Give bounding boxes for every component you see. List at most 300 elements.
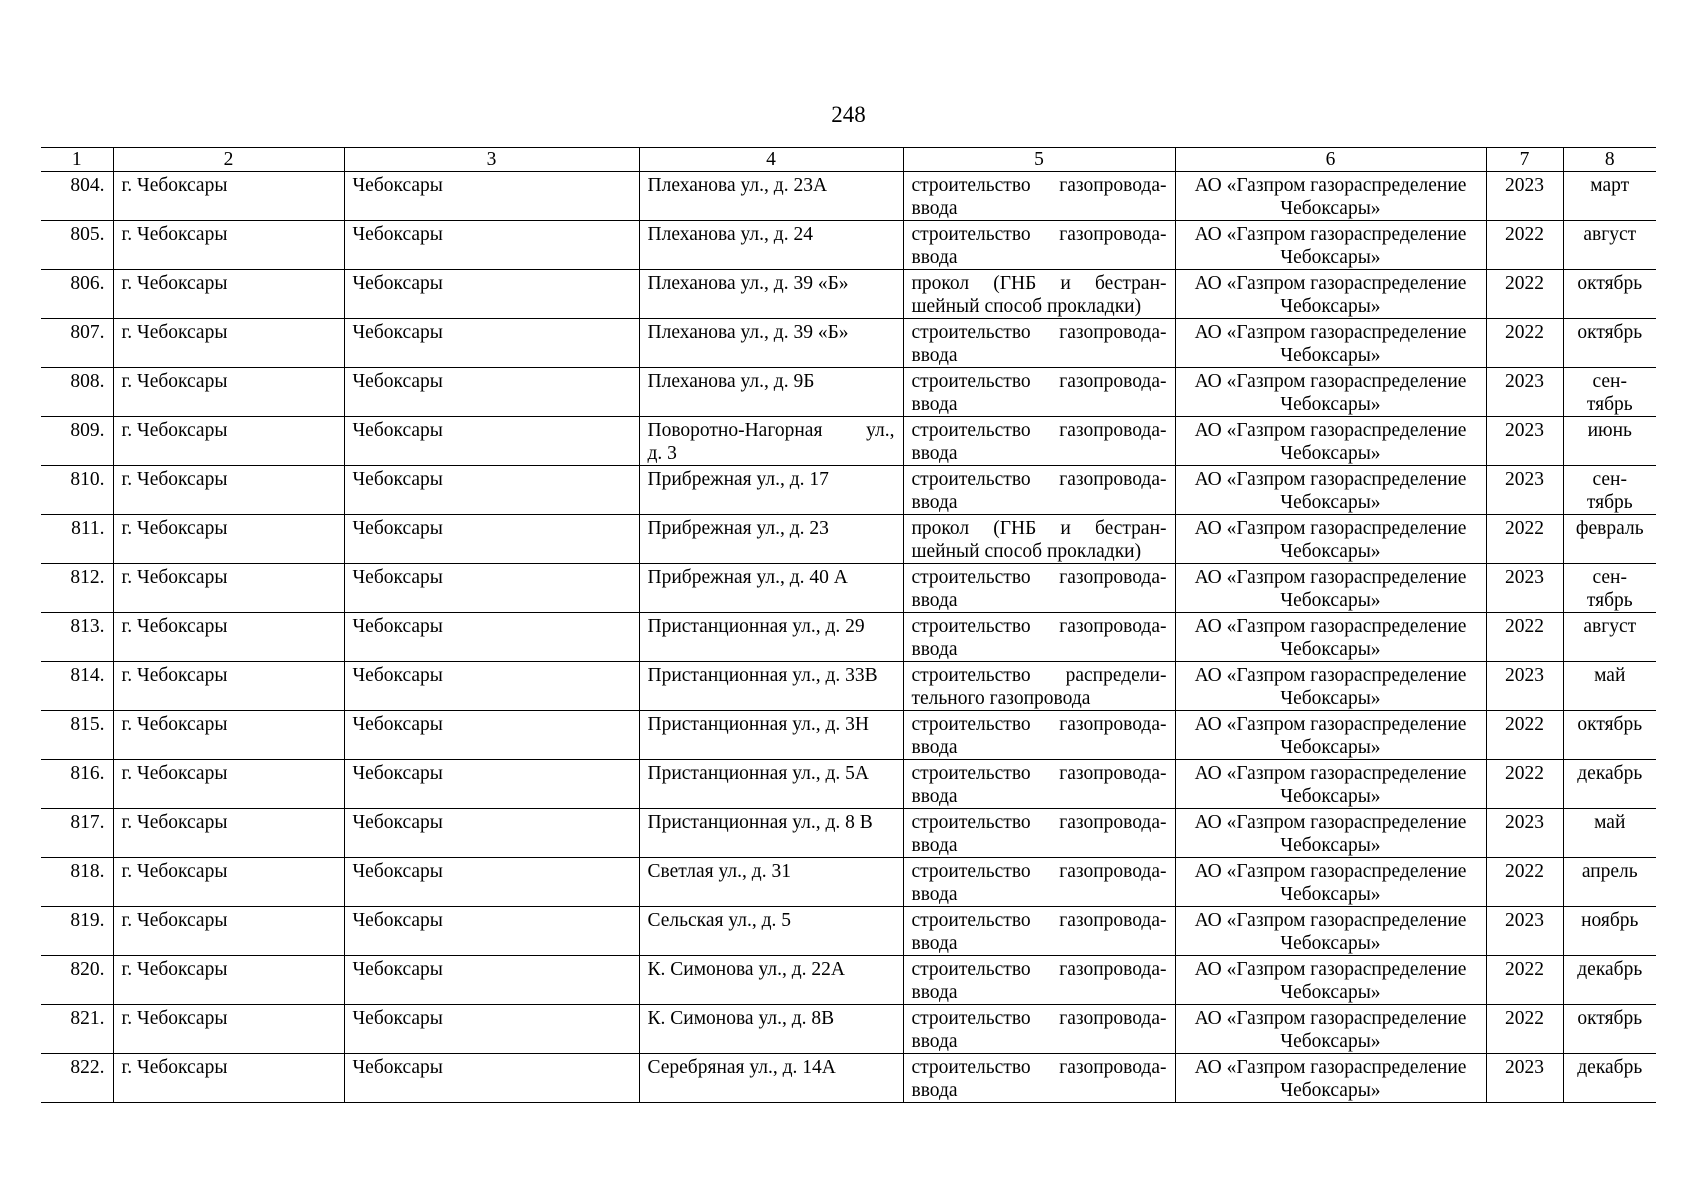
row-number: 810. bbox=[41, 466, 113, 515]
organization-cell bbox=[1175, 956, 1486, 1005]
organization-cell-line: Чебоксары» bbox=[1280, 884, 1381, 905]
address-cell-line: Пристанционная ул., д. 29 bbox=[647, 616, 865, 637]
organization-cell bbox=[1175, 221, 1486, 270]
month-cell bbox=[1563, 466, 1656, 515]
work-type-cell-line: ввода bbox=[911, 198, 958, 219]
page-number: 248 bbox=[831, 102, 866, 127]
month-cell-line: сен- bbox=[1592, 567, 1627, 588]
address-cell bbox=[639, 711, 903, 760]
year-cell: 2023 bbox=[1486, 1054, 1563, 1103]
work-type-cell bbox=[903, 466, 1175, 515]
organization-cell-line: Чебоксары» bbox=[1280, 590, 1381, 611]
work-type-cell bbox=[903, 417, 1175, 466]
city-cell: г. Чебоксары bbox=[113, 1054, 344, 1103]
work-type-cell-line: строительство газопровода- bbox=[911, 763, 1167, 784]
work-type-cell-line: ввода bbox=[911, 247, 958, 268]
month-cell-line: сен- bbox=[1592, 469, 1627, 490]
table-row bbox=[41, 858, 1656, 907]
address-cell-line: Пристанционная ул., д. 8 В bbox=[647, 812, 873, 833]
district-cell: Чебоксары bbox=[344, 1005, 639, 1054]
work-type-cell bbox=[903, 172, 1175, 221]
work-type-cell bbox=[903, 1054, 1175, 1103]
city-cell: г. Чебоксары bbox=[113, 417, 344, 466]
address-cell bbox=[639, 368, 903, 417]
address-cell bbox=[639, 564, 903, 613]
month-cell-line: декабрь bbox=[1577, 763, 1643, 784]
column-number: 6 bbox=[1175, 148, 1486, 172]
row-number: 813. bbox=[41, 613, 113, 662]
month-cell bbox=[1563, 613, 1656, 662]
work-type-cell bbox=[903, 515, 1175, 564]
organization-cell-line: Чебоксары» bbox=[1280, 835, 1381, 856]
address-cell bbox=[639, 1054, 903, 1103]
address-cell-line: Прибрежная ул., д. 23 bbox=[647, 518, 829, 539]
table-row bbox=[41, 466, 1656, 515]
address-cell-line: Сельская ул., д. 5 bbox=[647, 910, 792, 931]
row-number: 806. bbox=[41, 270, 113, 319]
district-cell: Чебоксары bbox=[344, 1054, 639, 1103]
month-cell-line: март bbox=[1590, 175, 1630, 196]
address-cell bbox=[639, 1005, 903, 1054]
year-cell: 2023 bbox=[1486, 466, 1563, 515]
row-number: 817. bbox=[41, 809, 113, 858]
month-cell-line: тябрь bbox=[1586, 590, 1633, 611]
organization-cell-line: АО «Газпром газораспределение bbox=[1194, 812, 1467, 833]
table-row bbox=[41, 319, 1656, 368]
year-cell: 2023 bbox=[1486, 417, 1563, 466]
city-cell: г. Чебоксары bbox=[113, 466, 344, 515]
district-cell: Чебоксары bbox=[344, 368, 639, 417]
row-number: 811. bbox=[41, 515, 113, 564]
month-cell-line: тябрь bbox=[1586, 394, 1633, 415]
row-number: 819. bbox=[41, 907, 113, 956]
work-type-cell-line: прокол (ГНБ и бестран- bbox=[911, 518, 1167, 539]
row-number: 820. bbox=[41, 956, 113, 1005]
table-row bbox=[41, 368, 1656, 417]
city-cell: г. Чебоксары bbox=[113, 319, 344, 368]
work-type-cell-line: тельного газопровода bbox=[911, 688, 1091, 709]
city-cell: г. Чебоксары bbox=[113, 221, 344, 270]
address-cell-line: Плеханова ул., д. 9Б bbox=[647, 371, 815, 392]
district-cell: Чебоксары bbox=[344, 956, 639, 1005]
work-type-cell-line: ввода bbox=[911, 737, 958, 758]
year-cell: 2023 bbox=[1486, 662, 1563, 711]
work-type-cell-line: строительство газопровода- bbox=[911, 910, 1167, 931]
row-number: 816. bbox=[41, 760, 113, 809]
month-cell-line: август bbox=[1583, 224, 1637, 245]
organization-cell bbox=[1175, 417, 1486, 466]
work-type-cell-line: строительство газопровода- bbox=[911, 1057, 1167, 1078]
address-cell bbox=[639, 466, 903, 515]
work-type-cell-line: строительство газопровода- bbox=[911, 322, 1167, 343]
address-cell-line: Пристанционная ул., д. 5А bbox=[647, 763, 870, 784]
month-cell bbox=[1563, 221, 1656, 270]
work-type-cell bbox=[903, 760, 1175, 809]
work-type-cell bbox=[903, 319, 1175, 368]
year-cell: 2022 bbox=[1486, 956, 1563, 1005]
organization-cell-line: АО «Газпром газораспределение bbox=[1194, 714, 1467, 735]
table-row bbox=[41, 613, 1656, 662]
month-cell bbox=[1563, 858, 1656, 907]
month-cell bbox=[1563, 417, 1656, 466]
work-type-cell-line: строительство газопровода- bbox=[911, 420, 1167, 441]
work-type-cell-line: строительство газопровода- bbox=[911, 1008, 1167, 1029]
row-number: 807. bbox=[41, 319, 113, 368]
month-cell-line: июнь bbox=[1587, 420, 1632, 441]
month-cell-line: октябрь bbox=[1577, 1008, 1643, 1029]
district-cell: Чебоксары bbox=[344, 613, 639, 662]
month-cell bbox=[1563, 662, 1656, 711]
month-cell bbox=[1563, 319, 1656, 368]
address-cell-line: Плеханова ул., д. 39 «Б» bbox=[647, 322, 849, 343]
address-cell-line: Плеханова ул., д. 23А bbox=[647, 175, 828, 196]
address-cell-line: Плеханова ул., д. 39 «Б» bbox=[647, 273, 849, 294]
month-cell bbox=[1563, 907, 1656, 956]
city-cell: г. Чебоксары bbox=[113, 662, 344, 711]
month-cell-line: август bbox=[1583, 616, 1637, 637]
address-cell-line: Плеханова ул., д. 24 bbox=[647, 224, 813, 245]
organization-cell-line: АО «Газпром газораспределение bbox=[1194, 420, 1467, 441]
work-type-cell-line: ввода bbox=[911, 835, 958, 856]
month-cell bbox=[1563, 809, 1656, 858]
work-type-cell-line: строительство газопровода- bbox=[911, 567, 1167, 588]
organization-cell-line: Чебоксары» bbox=[1280, 394, 1381, 415]
organization-cell-line: Чебоксары» bbox=[1280, 786, 1381, 807]
organization-cell bbox=[1175, 515, 1486, 564]
year-cell: 2022 bbox=[1486, 515, 1563, 564]
address-cell bbox=[639, 662, 903, 711]
table-body bbox=[41, 172, 1656, 1103]
address-cell-line: Прибрежная ул., д. 40 А bbox=[647, 567, 848, 588]
address-cell-line: К. Симонова ул., д. 8В bbox=[647, 1008, 835, 1029]
year-cell: 2022 bbox=[1486, 760, 1563, 809]
column-number: 8 bbox=[1563, 148, 1656, 172]
city-cell: г. Чебоксары bbox=[113, 1005, 344, 1054]
district-cell: Чебоксары bbox=[344, 417, 639, 466]
work-type-cell-line: строительство газопровода- bbox=[911, 469, 1167, 490]
address-cell-line: д. 3 bbox=[647, 443, 677, 464]
month-cell bbox=[1563, 956, 1656, 1005]
city-cell: г. Чебоксары bbox=[113, 270, 344, 319]
year-cell: 2022 bbox=[1486, 270, 1563, 319]
address-cell bbox=[639, 515, 903, 564]
row-number: 821. bbox=[41, 1005, 113, 1054]
organization-cell-line: АО «Газпром газораспределение bbox=[1194, 322, 1467, 343]
district-cell: Чебоксары bbox=[344, 270, 639, 319]
row-number: 822. bbox=[41, 1054, 113, 1103]
district-cell: Чебоксары bbox=[344, 319, 639, 368]
work-type-cell bbox=[903, 270, 1175, 319]
month-cell-line: октябрь bbox=[1577, 714, 1643, 735]
address-cell bbox=[639, 809, 903, 858]
column-number: 4 bbox=[639, 148, 903, 172]
city-cell: г. Чебоксары bbox=[113, 956, 344, 1005]
year-cell: 2022 bbox=[1486, 221, 1563, 270]
row-number: 815. bbox=[41, 711, 113, 760]
district-cell: Чебоксары bbox=[344, 809, 639, 858]
address-cell bbox=[639, 760, 903, 809]
work-type-cell bbox=[903, 907, 1175, 956]
work-type-cell bbox=[903, 613, 1175, 662]
table-row bbox=[41, 1054, 1656, 1103]
organization-cell-line: АО «Газпром газораспределение bbox=[1194, 959, 1467, 980]
organization-cell-line: АО «Газпром газораспределение bbox=[1194, 224, 1467, 245]
table-row bbox=[41, 172, 1656, 221]
address-cell-line: Пристанционная ул., д. 3Н bbox=[647, 714, 870, 735]
month-cell-line: май bbox=[1594, 665, 1626, 686]
organization-cell bbox=[1175, 1005, 1486, 1054]
work-type-cell-line: строительство газопровода- bbox=[911, 224, 1167, 245]
organization-cell bbox=[1175, 858, 1486, 907]
work-type-cell bbox=[903, 956, 1175, 1005]
organization-cell-line: Чебоксары» bbox=[1280, 982, 1381, 1003]
table-row bbox=[41, 270, 1656, 319]
work-type-cell-line: строительство газопровода- bbox=[911, 959, 1167, 980]
work-type-cell-line: ввода bbox=[911, 492, 958, 513]
year-cell: 2022 bbox=[1486, 1005, 1563, 1054]
work-type-cell-line: ввода bbox=[911, 394, 958, 415]
organization-cell-line: Чебоксары» bbox=[1280, 688, 1381, 709]
work-type-cell bbox=[903, 564, 1175, 613]
address-cell-line: Поворотно-Нагорная ул., bbox=[647, 420, 895, 441]
table-row bbox=[41, 662, 1656, 711]
month-cell-line: сен- bbox=[1592, 371, 1627, 392]
organization-cell-line: Чебоксары» bbox=[1280, 1080, 1381, 1101]
month-cell-line: октябрь bbox=[1577, 273, 1643, 294]
month-cell-line: октябрь bbox=[1577, 322, 1643, 343]
month-cell-line: февраль bbox=[1575, 518, 1644, 539]
year-cell: 2023 bbox=[1486, 368, 1563, 417]
month-cell-line: апрель bbox=[1581, 861, 1638, 882]
address-cell bbox=[639, 319, 903, 368]
organization-cell bbox=[1175, 662, 1486, 711]
month-cell-line: тябрь bbox=[1586, 492, 1633, 513]
work-type-cell-line: ввода bbox=[911, 1031, 958, 1052]
table-row bbox=[41, 760, 1656, 809]
district-cell: Чебоксары bbox=[344, 466, 639, 515]
district-cell: Чебоксары bbox=[344, 564, 639, 613]
year-cell: 2023 bbox=[1486, 907, 1563, 956]
month-cell bbox=[1563, 515, 1656, 564]
organization-cell bbox=[1175, 172, 1486, 221]
city-cell: г. Чебоксары bbox=[113, 760, 344, 809]
row-number: 804. bbox=[41, 172, 113, 221]
district-cell: Чебоксары bbox=[344, 858, 639, 907]
organization-cell-line: АО «Газпром газораспределение bbox=[1194, 371, 1467, 392]
organization-cell bbox=[1175, 907, 1486, 956]
year-cell: 2022 bbox=[1486, 319, 1563, 368]
column-number: 2 bbox=[113, 148, 344, 172]
address-cell bbox=[639, 907, 903, 956]
organization-cell-line: Чебоксары» bbox=[1280, 639, 1381, 660]
work-type-cell bbox=[903, 662, 1175, 711]
district-cell: Чебоксары bbox=[344, 662, 639, 711]
works-table bbox=[41, 147, 1656, 1103]
address-cell-line: К. Симонова ул., д. 22А bbox=[647, 959, 845, 980]
table-row bbox=[41, 564, 1656, 613]
organization-cell bbox=[1175, 564, 1486, 613]
table-row bbox=[41, 515, 1656, 564]
work-type-cell-line: ввода bbox=[911, 345, 958, 366]
organization-cell bbox=[1175, 711, 1486, 760]
organization-cell-line: Чебоксары» bbox=[1280, 933, 1381, 954]
city-cell: г. Чебоксары bbox=[113, 564, 344, 613]
address-cell bbox=[639, 172, 903, 221]
work-type-cell-line: ввода bbox=[911, 590, 958, 611]
row-number: 805. bbox=[41, 221, 113, 270]
month-cell bbox=[1563, 760, 1656, 809]
address-cell-line: Светлая ул., д. 31 bbox=[647, 861, 791, 882]
column-number-row bbox=[41, 148, 1656, 172]
address-cell-line: Прибрежная ул., д. 17 bbox=[647, 469, 829, 490]
row-number: 812. bbox=[41, 564, 113, 613]
work-type-cell-line: ввода bbox=[911, 639, 958, 660]
organization-cell-line: Чебоксары» bbox=[1280, 198, 1381, 219]
table-row bbox=[41, 417, 1656, 466]
city-cell: г. Чебоксары bbox=[113, 172, 344, 221]
organization-cell-line: АО «Газпром газораспределение bbox=[1194, 1057, 1467, 1078]
organization-cell-line: АО «Газпром газораспределение bbox=[1194, 175, 1467, 196]
district-cell: Чебоксары bbox=[344, 907, 639, 956]
column-number: 1 bbox=[41, 148, 113, 172]
address-cell bbox=[639, 270, 903, 319]
organization-cell bbox=[1175, 760, 1486, 809]
city-cell: г. Чебоксары bbox=[113, 368, 344, 417]
work-type-cell bbox=[903, 1005, 1175, 1054]
address-cell bbox=[639, 221, 903, 270]
organization-cell-line: Чебоксары» bbox=[1280, 737, 1381, 758]
organization-cell-line: Чебоксары» bbox=[1280, 1031, 1381, 1052]
month-cell-line: декабрь bbox=[1577, 959, 1643, 980]
work-type-cell-line: ввода bbox=[911, 884, 958, 905]
month-cell-line: май bbox=[1594, 812, 1626, 833]
city-cell: г. Чебоксары bbox=[113, 613, 344, 662]
work-type-cell bbox=[903, 858, 1175, 907]
work-type-cell-line: ввода bbox=[911, 786, 958, 807]
organization-cell-line: Чебоксары» bbox=[1280, 345, 1381, 366]
organization-cell bbox=[1175, 466, 1486, 515]
work-type-cell-line: ввода bbox=[911, 443, 958, 464]
district-cell: Чебоксары bbox=[344, 221, 639, 270]
organization-cell-line: Чебоксары» bbox=[1280, 247, 1381, 268]
city-cell: г. Чебоксары bbox=[113, 858, 344, 907]
organization-cell-line: АО «Газпром газораспределение bbox=[1194, 910, 1467, 931]
organization-cell-line: АО «Газпром газораспределение bbox=[1194, 861, 1467, 882]
work-type-cell-line: строительство газопровода- bbox=[911, 616, 1167, 637]
work-type-cell bbox=[903, 368, 1175, 417]
district-cell: Чебоксары bbox=[344, 760, 639, 809]
organization-cell-line: АО «Газпром газораспределение bbox=[1194, 469, 1467, 490]
work-type-cell-line: прокол (ГНБ и бестран- bbox=[911, 273, 1167, 294]
year-cell: 2023 bbox=[1486, 809, 1563, 858]
row-number: 809. bbox=[41, 417, 113, 466]
address-cell bbox=[639, 956, 903, 1005]
work-type-cell-line: строительство газопровода- bbox=[911, 175, 1167, 196]
month-cell bbox=[1563, 564, 1656, 613]
year-cell: 2022 bbox=[1486, 711, 1563, 760]
row-number: 814. bbox=[41, 662, 113, 711]
city-cell: г. Чебоксары bbox=[113, 515, 344, 564]
work-type-cell-line: строительство газопровода- bbox=[911, 861, 1167, 882]
month-cell-line: ноябрь bbox=[1581, 910, 1639, 931]
organization-cell-line: Чебоксары» bbox=[1280, 541, 1381, 562]
month-cell bbox=[1563, 1054, 1656, 1103]
organization-cell-line: АО «Газпром газораспределение bbox=[1194, 665, 1467, 686]
address-cell bbox=[639, 417, 903, 466]
table-row bbox=[41, 221, 1656, 270]
work-type-cell-line: ввода bbox=[911, 982, 958, 1003]
organization-cell-line: АО «Газпром газораспределение bbox=[1194, 1008, 1467, 1029]
city-cell: г. Чебоксары bbox=[113, 711, 344, 760]
address-cell bbox=[639, 613, 903, 662]
district-cell: Чебоксары bbox=[344, 711, 639, 760]
work-type-cell-line: шейный способ прокладки) bbox=[911, 296, 1142, 317]
row-number: 818. bbox=[41, 858, 113, 907]
district-cell: Чебоксары bbox=[344, 515, 639, 564]
work-type-cell bbox=[903, 809, 1175, 858]
organization-cell bbox=[1175, 368, 1486, 417]
month-cell bbox=[1563, 368, 1656, 417]
organization-cell-line: АО «Газпром газораспределение bbox=[1194, 567, 1467, 588]
column-number: 3 bbox=[344, 148, 639, 172]
work-type-cell-line: ввода bbox=[911, 1080, 958, 1101]
address-cell-line: Пристанционная ул., д. 33В bbox=[647, 665, 878, 686]
organization-cell bbox=[1175, 809, 1486, 858]
column-number: 7 bbox=[1486, 148, 1563, 172]
year-cell: 2023 bbox=[1486, 172, 1563, 221]
organization-cell bbox=[1175, 319, 1486, 368]
address-cell bbox=[639, 858, 903, 907]
column-number: 5 bbox=[903, 148, 1175, 172]
organization-cell bbox=[1175, 270, 1486, 319]
organization-cell bbox=[1175, 1054, 1486, 1103]
month-cell bbox=[1563, 711, 1656, 760]
month-cell bbox=[1563, 270, 1656, 319]
work-type-cell-line: строительство газопровода- bbox=[911, 812, 1167, 833]
address-cell-line: Серебряная ул., д. 14А bbox=[647, 1057, 836, 1078]
organization-cell-line: Чебоксары» bbox=[1280, 492, 1381, 513]
organization-cell-line: Чебоксары» bbox=[1280, 443, 1381, 464]
organization-cell-line: АО «Газпром газораспределение bbox=[1194, 273, 1467, 294]
work-type-cell-line: строительство распредели- bbox=[911, 665, 1167, 686]
table-row bbox=[41, 956, 1656, 1005]
year-cell: 2022 bbox=[1486, 858, 1563, 907]
city-cell: г. Чебоксары bbox=[113, 809, 344, 858]
work-type-cell-line: строительство газопровода- bbox=[911, 371, 1167, 392]
row-number: 808. bbox=[41, 368, 113, 417]
work-type-cell-line: строительство газопровода- bbox=[911, 714, 1167, 735]
month-cell bbox=[1563, 1005, 1656, 1054]
work-type-cell bbox=[903, 711, 1175, 760]
organization-cell-line: АО «Газпром газораспределение bbox=[1194, 763, 1467, 784]
table-row bbox=[41, 1005, 1656, 1054]
work-type-cell-line: шейный способ прокладки) bbox=[911, 541, 1142, 562]
table-row bbox=[41, 907, 1656, 956]
month-cell bbox=[1563, 172, 1656, 221]
work-type-cell bbox=[903, 221, 1175, 270]
year-cell: 2023 bbox=[1486, 564, 1563, 613]
work-type-cell-line: ввода bbox=[911, 933, 958, 954]
organization-cell-line: Чебоксары» bbox=[1280, 296, 1381, 317]
table-row bbox=[41, 711, 1656, 760]
month-cell-line: декабрь bbox=[1577, 1057, 1643, 1078]
organization-cell-line: АО «Газпром газораспределение bbox=[1194, 616, 1467, 637]
year-cell: 2022 bbox=[1486, 613, 1563, 662]
organization-cell-line: АО «Газпром газораспределение bbox=[1194, 518, 1467, 539]
district-cell: Чебоксары bbox=[344, 172, 639, 221]
table-row bbox=[41, 809, 1656, 858]
city-cell: г. Чебоксары bbox=[113, 907, 344, 956]
